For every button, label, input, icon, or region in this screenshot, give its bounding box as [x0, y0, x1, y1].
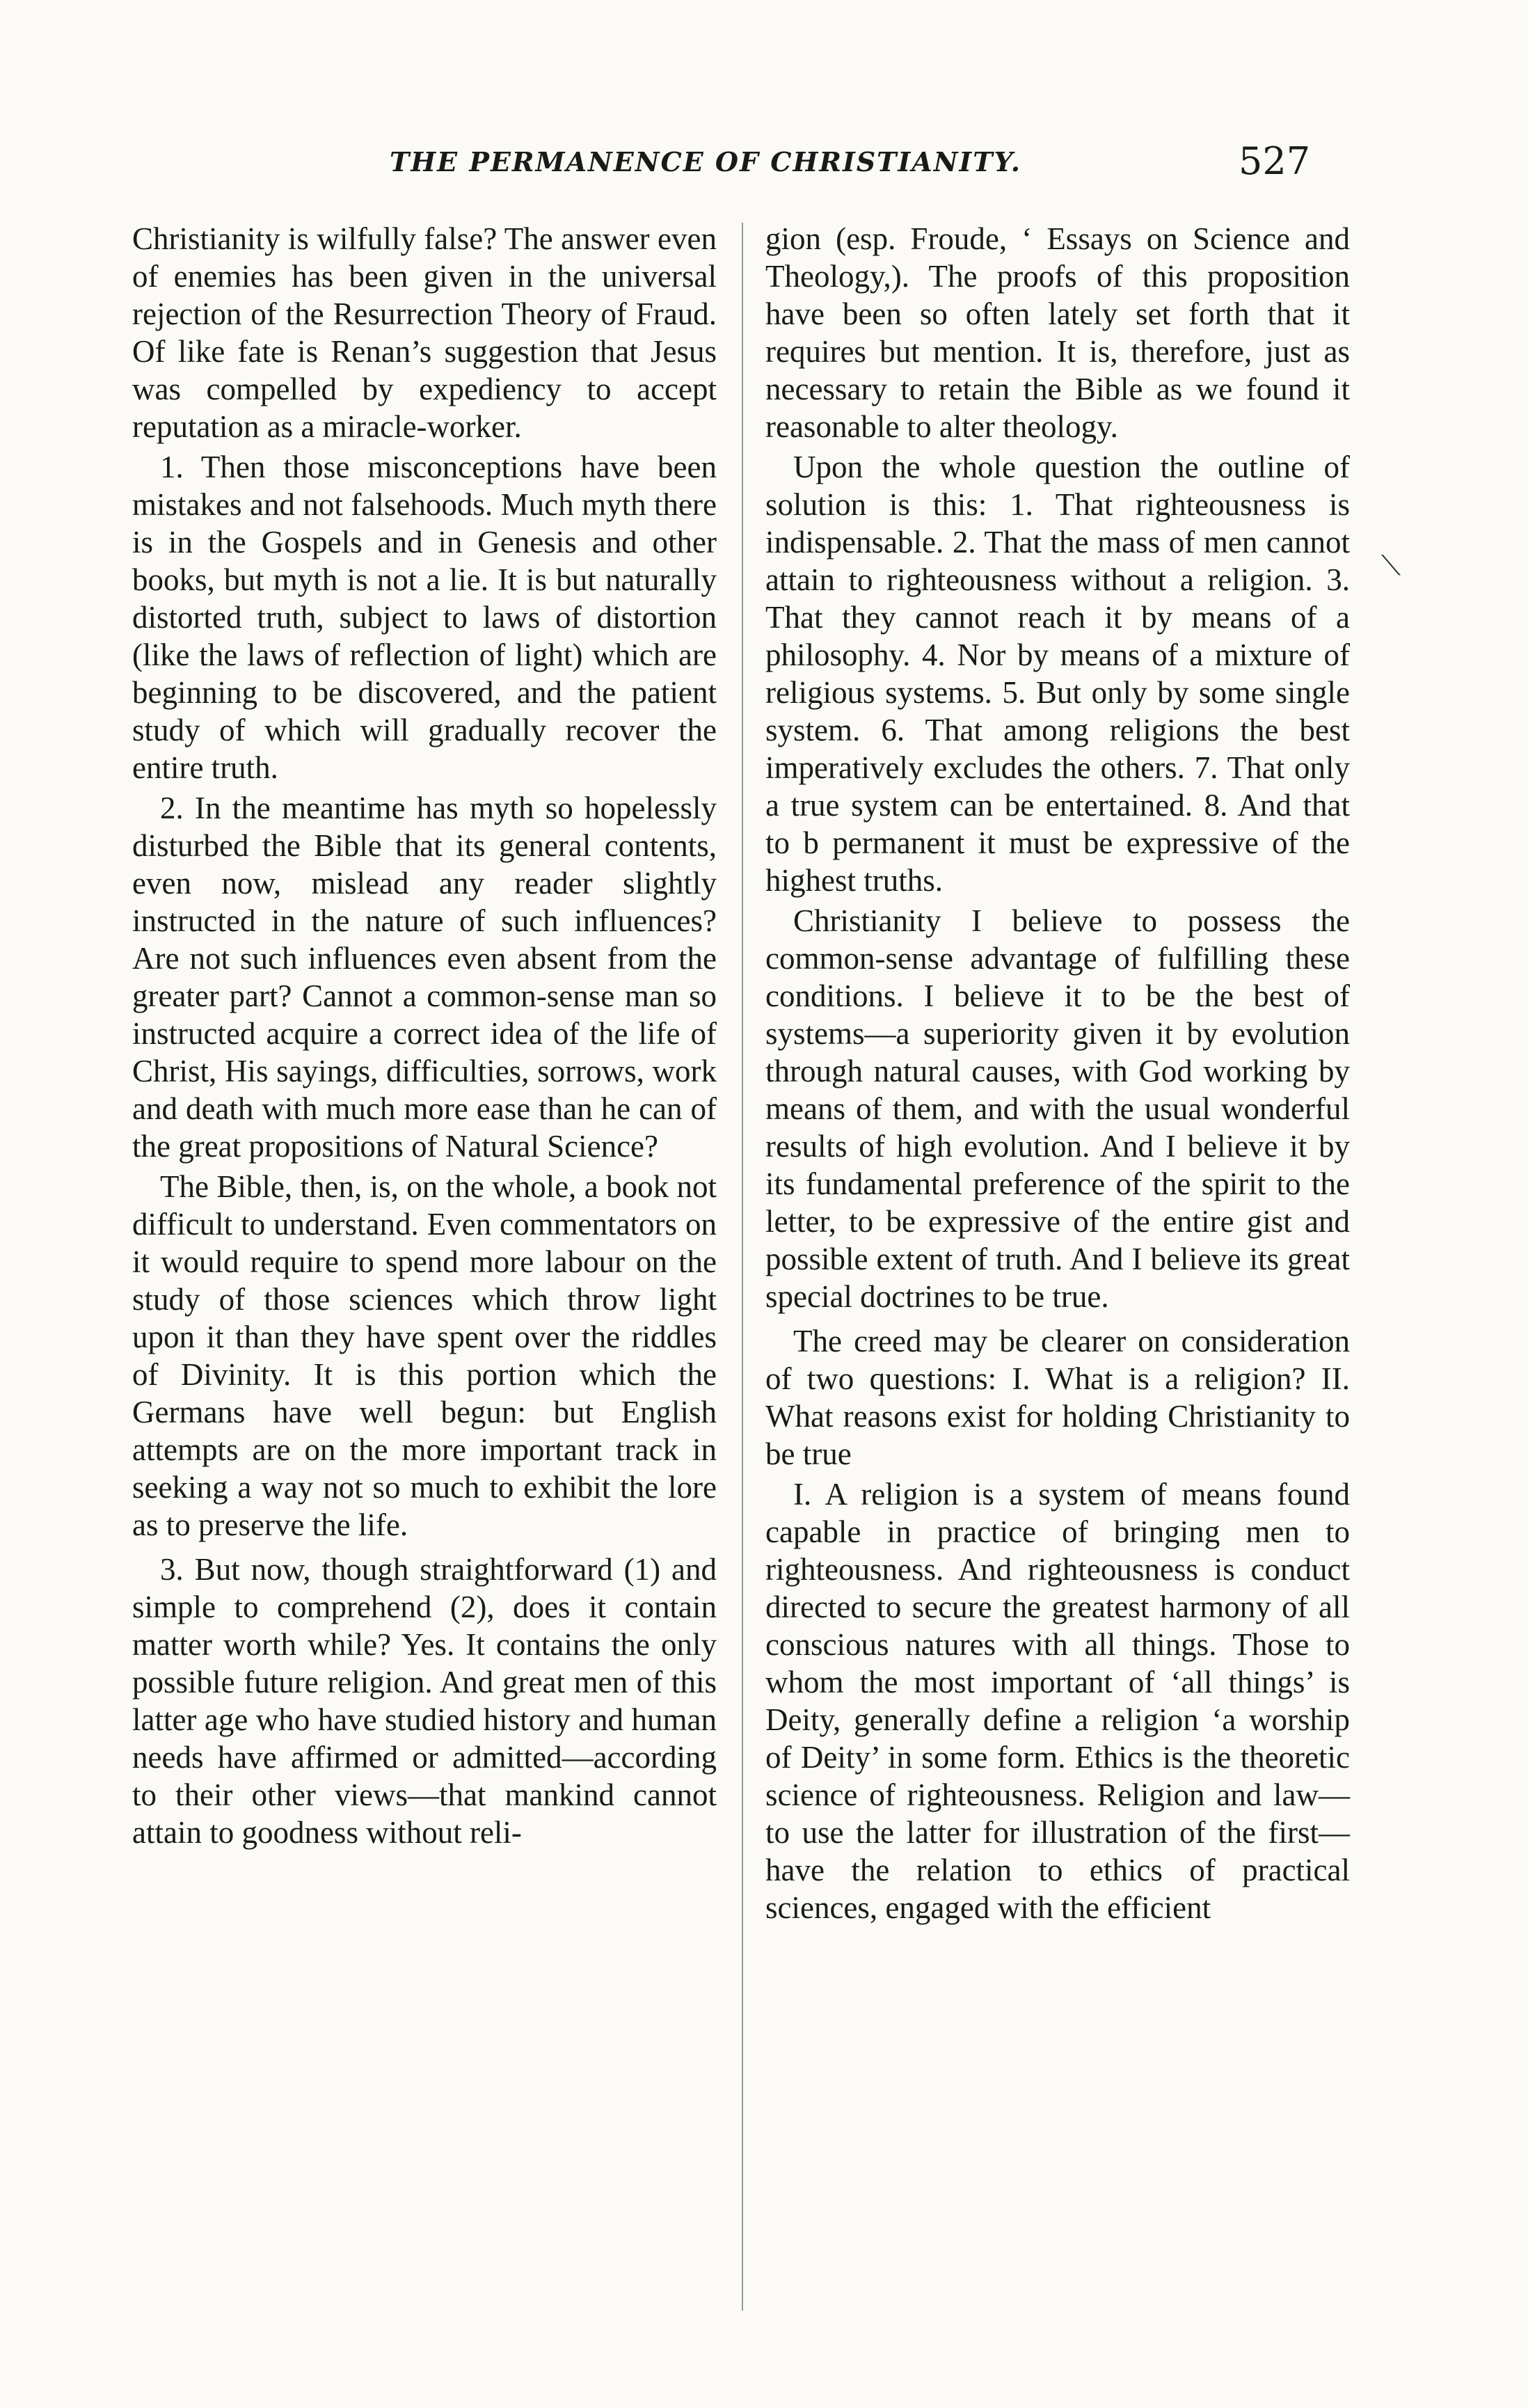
margin-mark: ⟍	[1381, 550, 1401, 582]
right-column	[765, 220, 1350, 1929]
page-number: 527	[1239, 139, 1311, 183]
column-divider	[742, 223, 743, 2311]
paragraph: The Bible, then, is, on the whole, a book not difficult to understand. Even commentators on it would require to spend more labour on the study of those sciences which throw light upon it than they have spent over the riddles of Divinity. It is this portion which the Germans have well begun: but English attempts are on the more important track in seeking a way not so much to exhibit the lore as to preserve the life.	[132, 1169, 717, 1542]
left-column	[132, 220, 717, 1854]
paragraph: Christianity is wilfully false? The answer even of enemies has been given in the universal rejection of the Resurrection Theory of Fraud. Of like fate is Renan’s suggestion that Jesus was compelled by expediency to accept reputation as a miracle-worker.	[132, 221, 717, 444]
paragraph: I. A religion is a system of means found capable in practice of bringing men to righteousness. And righteousness is conduct directed to secure the greatest harmony of all conscious natures with all things. Those to whom the most important of ‘all things’ is Deity, generally define a religion ‘a worship of Deity’ in some form. Ethics is the theoretic science of righteousness. Religion and law—to use the latter for illustration of the first—have the relation to ethics of practical sciences, engaged with the efficient	[765, 1477, 1350, 1925]
paragraph: gion (esp. Froude, ‘ Essays on Science and Theology,). The proofs of this proposition have been so often lately set forth that it requires but mention. It is, therefore, just as necessary to retain the Bible as we found it reasonable to alter theology.	[765, 221, 1350, 444]
paragraph: Christianity I believe to possess the common-sense advantage of fulfilling these conditions. I believe it to be the best of systems—a superiority given it by evolution through natural causes, with God working by means of them, and with the usual wonderful results of high evolution. And I believe it by its fundamental preference of the spirit to the letter, to be expressive of the entire gist and possible extent of truth. And I believe its great special doctrines to be true.	[765, 903, 1350, 1314]
paragraph: Upon the whole question the outline of solution is this: 1. That righteousness is indispensable. 2. That the mass of men cannot attain to righteousness without a religion. 3. That they cannot reach it by means of a philosophy. 4. Nor by means of a mixture of religious systems. 5. But only by some single system. 6. That among religions the best imperatively excludes the others. 7. That only a true system can be entertained. 8. And that to b permanent it must be expressive of the highest truths.	[765, 450, 1350, 898]
paragraph: 1. Then those misconceptions have been mistakes and not falsehoods. Much myth there is in the Gospels and in Genesis and other books, but myth is not a lie. It is but naturally distorted truth, subject to laws of distortion (like the laws of reflection of light) which are beginning to be discovered, and the patient study of which will gradually recover the entire truth.	[132, 450, 717, 785]
running-title: THE PERMANENCE OF CHRISTIANITY.	[390, 146, 1021, 177]
paragraph: 2. In the meantime has myth so hopelessly disturbed the Bible that its general contents, even now, mislead any reader slightly instructed in the nature of such influences? Are not such influences even absent from the greater part? Cannot a common-sense man so instructed acquire a correct idea of the life of Christ, His sayings, difficulties, sorrows, work and death with much more ease than he can of the great propositions of Natural Science?	[132, 791, 717, 1164]
paragraph: 3. But now, though straightforward (1) and simple to comprehend (2), does it contain matter worth while? Yes. It contains the only possible future religion. And great men of this latter age who have studied history and human needs have affirmed or admitted—according to their other views—that mankind cannot attain to goodness without reli-	[132, 1552, 717, 1850]
paragraph: The creed may be clearer on consideration of two questions: I. What is a religion? II. What reasons exist for holding Christianity to be true	[765, 1324, 1350, 1471]
